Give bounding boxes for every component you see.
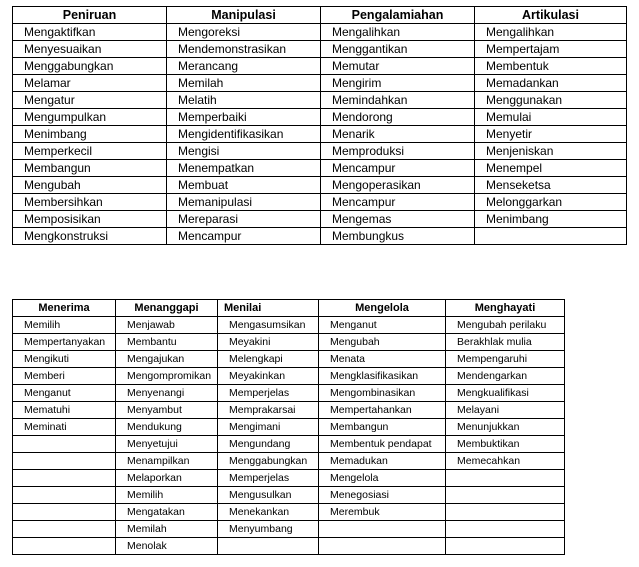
table-cell: Memproduksi <box>321 143 475 160</box>
table-cell: Menyumbang <box>218 521 319 538</box>
table-header-row <box>13 300 565 317</box>
table-cell: Mengkualifikasi <box>446 385 565 402</box>
table-header-row <box>13 7 627 24</box>
table-row <box>13 92 627 109</box>
table-cell: Melonggarkan <box>475 194 627 211</box>
header-menanggapi: Menanggapi <box>116 300 218 317</box>
table-row <box>13 75 627 92</box>
table-cell: Membuktikan <box>446 436 565 453</box>
table-cell: Memperjelas <box>218 470 319 487</box>
table-cell: Memadankan <box>475 75 627 92</box>
table-row <box>13 58 627 75</box>
table-cell <box>218 538 319 555</box>
header-pengalamiahan: Pengalamiahan <box>321 7 475 24</box>
table-cell: Mengompromikan <box>116 368 218 385</box>
table-cell <box>13 436 116 453</box>
header-manipulasi: Manipulasi <box>167 7 321 24</box>
table-cell: Membentuk pendapat <box>319 436 446 453</box>
table-cell: Membersihkan <box>13 194 167 211</box>
table-cell: Menganut <box>13 385 116 402</box>
table-cell: Mengasumsikan <box>218 317 319 334</box>
table-cell <box>446 521 565 538</box>
table-cell: Mengumpulkan <box>13 109 167 126</box>
header-menilai: Menilai <box>218 300 319 317</box>
table-cell: Menempatkan <box>167 160 321 177</box>
table-cell <box>13 470 116 487</box>
table-cell: Menunjukkan <box>446 419 565 436</box>
table-cell: Mengemas <box>321 211 475 228</box>
table-cell: Menarik <box>321 126 475 143</box>
table-cell: Mempertajam <box>475 41 627 58</box>
table-cell: Mengatur <box>13 92 167 109</box>
table-cell <box>446 538 565 555</box>
table-cell: Memilih <box>116 487 218 504</box>
table-row <box>13 177 627 194</box>
table-cell: Mendorong <box>321 109 475 126</box>
table-cell: Memindahkan <box>321 92 475 109</box>
table-cell: Menganut <box>319 317 446 334</box>
table-cell: Menyesuaikan <box>13 41 167 58</box>
table-cell: Menggantikan <box>321 41 475 58</box>
table-cell: Menyambut <box>116 402 218 419</box>
table-cell: Mempertanyakan <box>13 334 116 351</box>
table-cell: Mengidentifikasikan <box>167 126 321 143</box>
table-cell: Memilah <box>116 521 218 538</box>
table-cell: Mendengarkan <box>446 368 565 385</box>
table-cell: Melatih <box>167 92 321 109</box>
table-cell: Mengubah <box>319 334 446 351</box>
header-artikulasi: Artikulasi <box>475 7 627 24</box>
table-cell: Merembuk <box>319 504 446 521</box>
table-row <box>13 24 627 41</box>
table-cell: Mengombinasikan <box>319 385 446 402</box>
table-cell: Melayani <box>446 402 565 419</box>
table-cell: Mempengaruhi <box>446 351 565 368</box>
table-cell: Melaporkan <box>116 470 218 487</box>
table-row <box>13 385 565 402</box>
table-cell: Mengusulkan <box>218 487 319 504</box>
table-row <box>13 351 565 368</box>
table-cell: Menimbang <box>13 126 167 143</box>
table-cell: Mengajukan <box>116 351 218 368</box>
table-row <box>13 109 627 126</box>
table-row <box>13 419 565 436</box>
table-cell: Mengoperasikan <box>321 177 475 194</box>
table-cell <box>446 504 565 521</box>
table-cell: Menolak <box>116 538 218 555</box>
table-cell: Mempertahankan <box>319 402 446 419</box>
table-row <box>13 368 565 385</box>
table-cell: Memperbaiki <box>167 109 321 126</box>
table-cell: Menimbang <box>475 211 627 228</box>
table-cell: Menekankan <box>218 504 319 521</box>
table-cell: Mematuhi <box>13 402 116 419</box>
header-peniruan: Peniruan <box>13 7 167 24</box>
table-cell: Mendemonstrasikan <box>167 41 321 58</box>
table-cell: Mencampur <box>321 194 475 211</box>
table-cell: Mengalihkan <box>321 24 475 41</box>
table-cell <box>13 453 116 470</box>
table-row <box>13 160 627 177</box>
table-cell: Menjeniskan <box>475 143 627 160</box>
table-row <box>13 470 565 487</box>
table-cell: Meminati <box>13 419 116 436</box>
table-cell: Meyakinkan <box>218 368 319 385</box>
table-cell <box>13 504 116 521</box>
table-row <box>13 143 627 160</box>
table-cell: Menyetujui <box>116 436 218 453</box>
table-cell: Membangun <box>13 160 167 177</box>
table-cell <box>13 521 116 538</box>
table-cell: Memberi <box>13 368 116 385</box>
table-row <box>13 228 627 245</box>
table-row <box>13 41 627 58</box>
table-cell: Memanipulasi <box>167 194 321 211</box>
table-cell: Mengubah perilaku <box>446 317 565 334</box>
table-cell: Mencampur <box>167 228 321 245</box>
table-cell: Memposisikan <box>13 211 167 228</box>
table-cell: Mengaktifkan <box>13 24 167 41</box>
table-cell <box>13 487 116 504</box>
table-row <box>13 211 627 228</box>
table-row <box>13 521 565 538</box>
table-cell: Mendukung <box>116 419 218 436</box>
table-row <box>13 453 565 470</box>
header-menghayati: Menghayati <box>446 300 565 317</box>
table-cell: Mencampur <box>321 160 475 177</box>
table-cell: Mengubah <box>13 177 167 194</box>
table-cell: Membentuk <box>475 58 627 75</box>
table-row <box>13 334 565 351</box>
table-cell: Membangun <box>319 419 446 436</box>
table-cell: Menggunakan <box>475 92 627 109</box>
table-cell: Mengundang <box>218 436 319 453</box>
header-menerima: Menerima <box>13 300 116 317</box>
table-cell: Menampilkan <box>116 453 218 470</box>
table-row <box>13 402 565 419</box>
affective-verbs-table <box>12 299 565 555</box>
table-cell: Mengikuti <box>13 351 116 368</box>
table-row <box>13 538 565 555</box>
table-cell: Mengklasifikasikan <box>319 368 446 385</box>
table-cell: Memecahkan <box>446 453 565 470</box>
table-cell: Memutar <box>321 58 475 75</box>
table-cell: Membuat <box>167 177 321 194</box>
table-cell: Mereparasi <box>167 211 321 228</box>
table-cell: Menata <box>319 351 446 368</box>
table-cell: Menjawab <box>116 317 218 334</box>
table-cell: Menegosiasi <box>319 487 446 504</box>
table-cell: Menyenangi <box>116 385 218 402</box>
table-cell: Memperjelas <box>218 385 319 402</box>
table-cell: Mengirim <box>321 75 475 92</box>
table-cell: Mengatakan <box>116 504 218 521</box>
table-row <box>13 317 565 334</box>
table-cell: Merancang <box>167 58 321 75</box>
table-cell: Mengalihkan <box>475 24 627 41</box>
table-row <box>13 126 627 143</box>
table-cell: Memadukan <box>319 453 446 470</box>
table-cell: Memperkecil <box>13 143 167 160</box>
table-cell: Menseketsa <box>475 177 627 194</box>
table-cell <box>319 538 446 555</box>
psychomotor-verbs-table <box>12 6 627 245</box>
table-row <box>13 194 627 211</box>
table-cell: Membungkus <box>321 228 475 245</box>
table-cell: Mengisi <box>167 143 321 160</box>
table-cell: Memilah <box>167 75 321 92</box>
table-cell <box>475 228 627 245</box>
table-cell: Memulai <box>475 109 627 126</box>
table-row <box>13 504 565 521</box>
table-cell: Memilih <box>13 317 116 334</box>
table-cell <box>446 470 565 487</box>
table-cell: Membantu <box>116 334 218 351</box>
table-cell <box>446 487 565 504</box>
table-cell <box>319 521 446 538</box>
header-mengelola: Mengelola <box>319 300 446 317</box>
table-cell: Melamar <box>13 75 167 92</box>
table-cell: Menyetir <box>475 126 627 143</box>
table-cell: Berakhlak mulia <box>446 334 565 351</box>
table-cell: Mengkonstruksi <box>13 228 167 245</box>
table-cell: Mengimani <box>218 419 319 436</box>
table-cell: Menggabungkan <box>13 58 167 75</box>
table-cell: Menggabungkan <box>218 453 319 470</box>
table-cell: Melengkapi <box>218 351 319 368</box>
table-cell <box>13 538 116 555</box>
table-row <box>13 487 565 504</box>
table-cell: Menempel <box>475 160 627 177</box>
table-cell: Mengelola <box>319 470 446 487</box>
table-cell: Meyakini <box>218 334 319 351</box>
table-cell: Memprakarsai <box>218 402 319 419</box>
table-cell: Mengoreksi <box>167 24 321 41</box>
table-row <box>13 436 565 453</box>
